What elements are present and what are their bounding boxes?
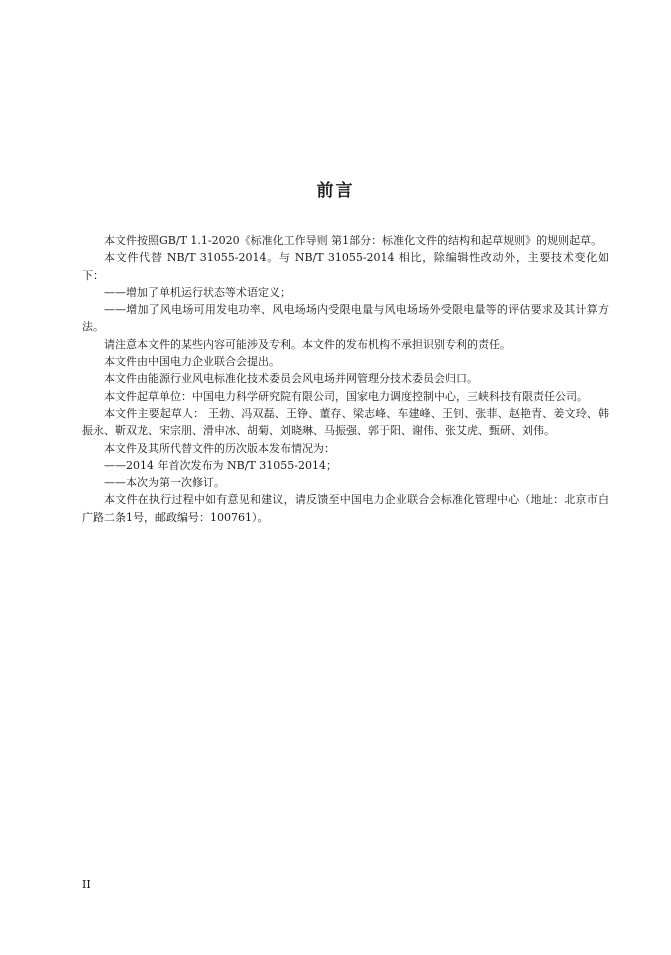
- paragraph-proposed-by: 本文件由中国电力企业联合会提出。: [104, 355, 280, 369]
- paragraph-under-jurisdiction: 本文件由能源行业风电标准化技术委员会风电场并网管理分技术委员会归口。: [104, 372, 478, 386]
- paragraph-drafting-rules: 本文件按照GB/T 1.1-2020《标准化工作导则 第1部分：标准化文件的结构和起草规则》的规则起草。: [104, 234, 603, 247]
- paragraph-drafting-units: 本文件起草单位：中国电力科学研究院有限公司，国家电力调度控制中心，三峡科技有限责任公司。: [104, 389, 588, 403]
- paragraph-version-history: 本文件及其所代替文件的历次版本发布情况为：: [104, 441, 335, 455]
- foreword-body: [82, 232, 609, 526]
- paragraph-history-1: ——2014 年首次发布为 NB/T 31055-2014；: [104, 458, 337, 472]
- page-title: 前言: [316, 181, 355, 201]
- page-number: II: [82, 878, 91, 891]
- paragraph-change-1: ——增加了单机运行状态等术语定义；: [104, 285, 291, 299]
- paragraph-history-2: ——本次为第一次修订。: [104, 476, 225, 490]
- paragraph-drafters: 本文件主要起草人： 王勃、冯双磊、王铮、董存、梁志峰、车建峰、王钊、张菲、赵艳青、姜文玲、韩振永、靳双龙、宋宗朋、滑申冰、胡菊、刘晓琳、马振强、郭于阳、谢伟、张艾虎、甄研、刘伟。: [82, 406, 609, 438]
- paragraph-patent-notice: 请注意本文件的某些内容可能涉及专利。本文件的发布机构不承担识别专利的责任。: [104, 337, 511, 351]
- paragraph-replaces: 本文件代替 NB/T 31055-2014。与 NB/T 31055-2014 相比，除编辑性改动外，主要技术变化如下：: [82, 251, 609, 282]
- paragraph-feedback: 本文件在执行过程中如有意见和建议，请反馈至中国电力企业联合会标准化管理中心（地址：北京市白广路二条1号，邮政编号：100761）。: [82, 493, 609, 524]
- paragraph-change-2: ——增加了风电场可用发电功率、风电场场内受限电量与风电场场外受限电量等的评估要求及其计算方法。: [82, 303, 609, 334]
